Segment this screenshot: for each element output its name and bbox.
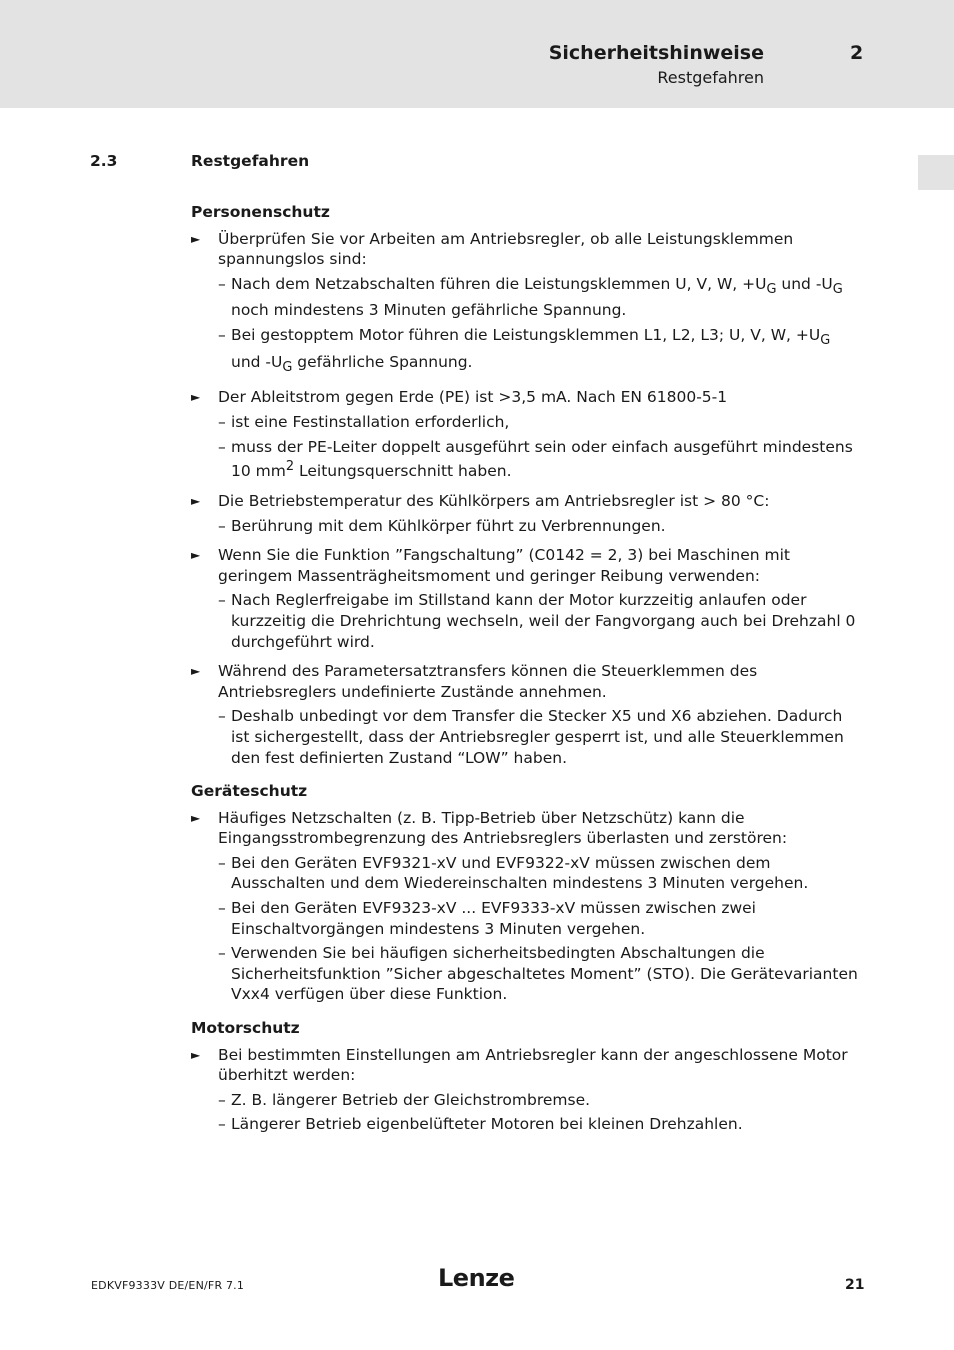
bullet-text: Der Ableitstrom gegen Erde (PE) ist >3,5 mA. Nach EN 61800-5-1 [218, 388, 728, 407]
sub-item [218, 943, 861, 1005]
sub-item-text: Bei gestopptem Motor führen die Leistungsklemmen L1, L2, L3; U, V, W, $+U_G$ und $-U_G$ gefährliche Spannung. [231, 326, 831, 375]
bullet-text: Wenn Sie die Funktion ”Fangschaltung” (C0142 = 2, 3) bei Maschinen mit geringem Massenträgheitsmoment und geringer Reibung verwenden: [218, 546, 790, 585]
sub-item-text: Längerer Betrieb eigenbelüfteter Motoren bei kleinen Drehzahlen. [231, 1115, 743, 1134]
sub-item-text: Nach dem Netzabschalten führen die Leistungsklemmen U, V, W, $+U_G$ und $-U_G$ noch mindestens 3 Minuten gefährliche Spannung. [231, 274, 843, 320]
sub-item [218, 590, 861, 652]
lenze-logo: Lenze [438, 1264, 515, 1292]
bullet-item [191, 387, 861, 482]
sub-item [218, 412, 861, 433]
sub-item-text: Verwenden Sie bei häufigen sicherheitsbedingten Abschaltungen die Sicherheitsfunktion ”Sicher abgeschaltetes Moment” (STO). Die Gerätevarianten Vxx4 verfügen über diese Funktion. [231, 944, 858, 1004]
bullet-item [191, 491, 861, 536]
sub-item [218, 898, 861, 939]
chapter-tab-marker [918, 155, 954, 190]
dash-marker: – [218, 1090, 226, 1109]
section-subtitle: Restgefahren [657, 68, 764, 87]
sub-item-text: Bei den Geräten EVF9321-xV und EVF9322-xV müssen zwischen dem Ausschalten und dem Wiedereinschalten mindestens 3 Minuten vergehen. [231, 853, 809, 893]
sub-item [218, 274, 861, 321]
bullet-arrow-icon: ► [191, 1047, 201, 1062]
header-band [0, 0, 954, 108]
dash-marker: – [218, 853, 226, 872]
bullet-text: Die Betriebstemperatur des Kühlkörpers am Antriebsregler ist > 80 °C: [218, 491, 770, 510]
bullet-text: Während des Parametersatztransfers können die Steuerklemmen des Antriebsreglers undefinierte Zustände annehmen. [218, 662, 758, 701]
bullet-item [191, 661, 861, 768]
bullet-arrow-icon: ► [191, 231, 201, 246]
dash-marker: – [218, 274, 226, 293]
bullet-text: Häufiges Netzschalten (z. B. Tipp-Betrieb über Netzschütz) kann die Eingangsstrombegrenzung des Antriebsreglers überlasten und zerstören: [218, 808, 788, 848]
sub-item-text: muss der PE-Leiter doppelt ausgeführt sein oder einfach ausgeführt mindestens 10 $mm^2$ Leitungsquerschnitt haben. [231, 437, 853, 481]
sub-item [218, 325, 861, 378]
bullet-arrow-icon: ► [191, 493, 201, 508]
section-title: Restgefahren [191, 152, 310, 170]
sub-item [218, 853, 861, 894]
chapter-title: Sicherheitshinweise [548, 42, 764, 64]
sub-item-text: Z. B. längerer Betrieb der Gleichstrombremse. [231, 1090, 591, 1109]
sub-item [218, 437, 861, 482]
sub-item-text: Berührung mit dem Kühlkörper führt zu Verbrennungen. [231, 516, 666, 535]
dash-marker: – [218, 707, 226, 726]
dash-marker: – [218, 413, 226, 432]
bullet-item [191, 545, 861, 652]
dash-marker: – [218, 899, 226, 918]
bullet-arrow-icon: ► [191, 664, 201, 679]
sub-item [218, 1090, 861, 1111]
document-id: EDKVF9333V DE/EN/FR 7.1 [91, 1279, 245, 1292]
dash-marker: – [218, 326, 226, 345]
sub-item-text: Deshalb unbedingt vor dem Transfer die Stecker X5 und X6 abziehen. Dadurch ist sichergestellt, dass der Antriebsregler gesperrt ist, und alle Steuerklemmen den fest definierten Zustand “LOW” haben. [231, 707, 844, 767]
dash-marker: – [218, 944, 226, 963]
bullet-arrow-icon: ► [191, 390, 201, 405]
dash-marker: – [218, 1115, 226, 1134]
section-number: 2.3 [90, 152, 118, 170]
bullet-item [191, 808, 861, 1005]
sub-item [218, 516, 861, 537]
subsection-heading: Motorschutz [191, 1019, 300, 1038]
bullet-arrow-icon: ► [191, 548, 201, 563]
sub-item-text: ist eine Festinstallation erforderlich, [231, 413, 510, 432]
page-number: 21 [845, 1277, 865, 1293]
dash-marker: – [218, 516, 226, 535]
bullet-text: Überprüfen Sie vor Arbeiten am Antriebsregler, ob alle Leistungsklemmen spannungslos sind: [218, 229, 794, 269]
subsection-heading: Geräteschutz [191, 782, 308, 801]
bullet-item [191, 1045, 861, 1135]
chapter-number: 2 [850, 42, 864, 64]
sub-item [218, 1114, 861, 1135]
subsection-heading: Personenschutz [191, 203, 330, 221]
content-body [191, 202, 861, 1135]
sub-item [218, 706, 861, 768]
bullet-arrow-icon: ► [191, 810, 201, 825]
dash-marker: – [218, 591, 226, 610]
dash-marker: – [218, 437, 226, 456]
bullet-text: Bei bestimmten Einstellungen am Antriebsregler kann der angeschlossene Motor überhitzt werden: [218, 1045, 848, 1085]
sub-item-text: Bei den Geräten EVF9323-xV ... EVF9333-xV müssen zwischen zwei Einschaltvorgängen mindestens 3 Minuten vergehen. [231, 899, 756, 938]
bullet-item [191, 229, 861, 379]
sub-item-text: Nach Reglerfreigabe im Stillstand kann der Motor kurzzeitig anlaufen oder kurzzeitig die Drehrichtung wechseln, weil der Fangvorgang auch bei Drehzahl 0 durchgeführt wird. [231, 591, 856, 651]
